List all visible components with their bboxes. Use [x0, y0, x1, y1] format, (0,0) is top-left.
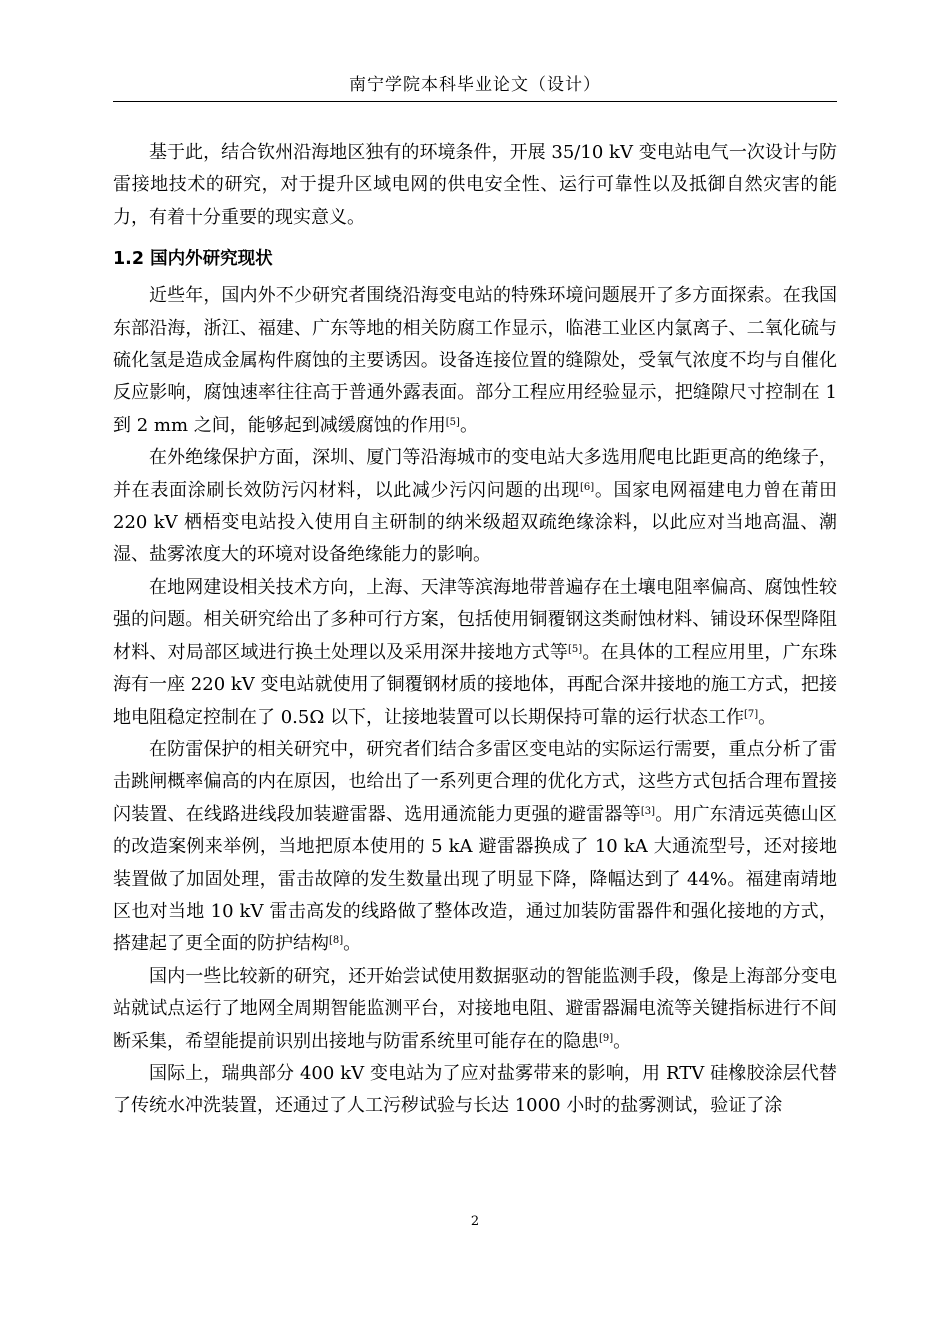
body-text	[113, 137, 837, 1123]
paragraph-smart-monitoring	[113, 961, 837, 1058]
paragraph-text: 基于此，结合钦州沿海地区独有的环境条件，开展 35/10 kV 变电站电气一次设计与防雷接地技术的研究，对于提升区域电网的供电安全性、运行可靠性以及抵御自然灾害的能力，有着十分重要的现实意义。	[113, 142, 837, 228]
paragraph-text: 在防雷保护的相关研究中，研究者们结合多雷区变电站的实际运行需要，重点分析了雷击跳闸概率偏高的内在原因，也给出了一系列更合理的优化方式，这些方式包括合理布置接闪装置、在线路进线段加装避雷器、选用通流能力更强的避雷器等	[113, 738, 837, 825]
paragraph-intro-conclusion	[113, 137, 837, 234]
paragraph-text: 。	[758, 706, 777, 728]
paragraph-external-insulation	[113, 442, 837, 572]
paragraph-grounding-grid	[113, 572, 837, 734]
section-heading: 1.2 国内外研究现状	[113, 249, 273, 270]
paragraph-text: 。在具体的工程应用里，广东珠海有一座 220 kV 变电站就使用了铜覆钢材质的接地体，再配合深井接地的施工方式，把接地电阻稳定控制在了 0.5Ω 以下，让接地装置可以长期保持可靠的运行状态工作	[113, 641, 837, 728]
citation-ref: [5]	[568, 643, 583, 655]
running-header: 南宁学院本科毕业论文（设计）	[349, 75, 601, 95]
paragraph-text: 国际上，瑞典部分 400 kV 变电站为了应对盐雾带来的影响，用 RTV 硅橡胶涂层代替了传统水冲洗装置，还通过了人工污秽试验与长达 1000 小时的盐雾测试，验证了涂	[113, 1062, 837, 1117]
paragraph-text: 国内一些比较新的研究，还开始尝试使用数据驱动的智能监测手段，像是上海部分变电站就试点运行了地网全周期智能监测平台，对接地电阻、避雷器漏电流等关键指标进行不间断采集，希望能提前识别出接地与防雷系统里可能存在的隐患	[113, 965, 837, 1052]
paragraph-lightning-protection	[113, 734, 837, 961]
paragraph-text: 在外绝缘保护方面，深圳、厦门等沿海城市的变电站大多选用爬电比距更高的绝缘子，并在表面涂刷长效防污闪材料，以此减少污闪问题的出现	[113, 447, 837, 501]
paragraph-text: 。用广东清远英德山区的改造案例来举例，当地把原本使用的 5 kA 避雷器换成了 10 kA 大通流型号，还对接地装置做了加固处理，雷击故障的发生数量出现了明显下降，降幅达到了 44%。福建南靖地区也对当地 10 kV 雷击高发的线路做了整体改造，通过加装防雷器件和强化接地的方式，搭建起了更全面的防护结构	[113, 803, 838, 955]
page-number: 2	[470, 1214, 480, 1229]
citation-ref: [5]	[445, 416, 460, 428]
citation-ref: [3]	[640, 805, 655, 817]
citation-ref: [8]	[329, 935, 344, 947]
citation-ref: [7]	[744, 708, 759, 720]
paragraph-text: 。	[459, 414, 478, 436]
citation-ref: [6]	[580, 481, 595, 493]
paragraph-text: 在地网建设相关技术方向，上海、天津等滨海地带普遍存在土壤电阻率偏高、腐蚀性较强的问题。相关研究给出了多种可行方案，包括使用铜覆钢这类耐蚀材料、铺设环保型降阻材料、对局部区域进行换土处理以及采用深井接地方式等	[113, 576, 837, 663]
paragraph-text: 。国家电网福建电力曾在莆田 220 kV 栖梧变电站投入使用自主研制的纳米级超双疏绝缘涂料，以此应对当地高温、潮湿、盐雾浓度大的环境对设备绝缘能力的影响。	[113, 479, 838, 566]
paragraph-text: 。	[613, 1030, 632, 1052]
header-rule	[113, 101, 837, 102]
paragraph-domestic-corrosion	[113, 280, 837, 442]
paragraph-text: 。	[343, 933, 362, 955]
paragraph-international	[113, 1058, 837, 1123]
paragraph-text: 近些年，国内外不少研究者围绕沿海变电站的特殊环境问题展开了多方面探索。在我国东部沿海，浙江、福建、广东等地的相关防腐工作显示，临港工业区内氯离子、二氧化硫与硫化氢是造成金属构件腐蚀的主要诱因。设备连接位置的缝隙处，受氧气浓度不均与自催化反应影响，腐蚀速率往往高于普通外露表面。部分工程应用经验显示，把缝隙尺寸控制在 1 到 2 mm 之间，能够起到减缓腐蚀的作用	[113, 285, 837, 436]
citation-ref: [9]	[599, 1032, 614, 1044]
